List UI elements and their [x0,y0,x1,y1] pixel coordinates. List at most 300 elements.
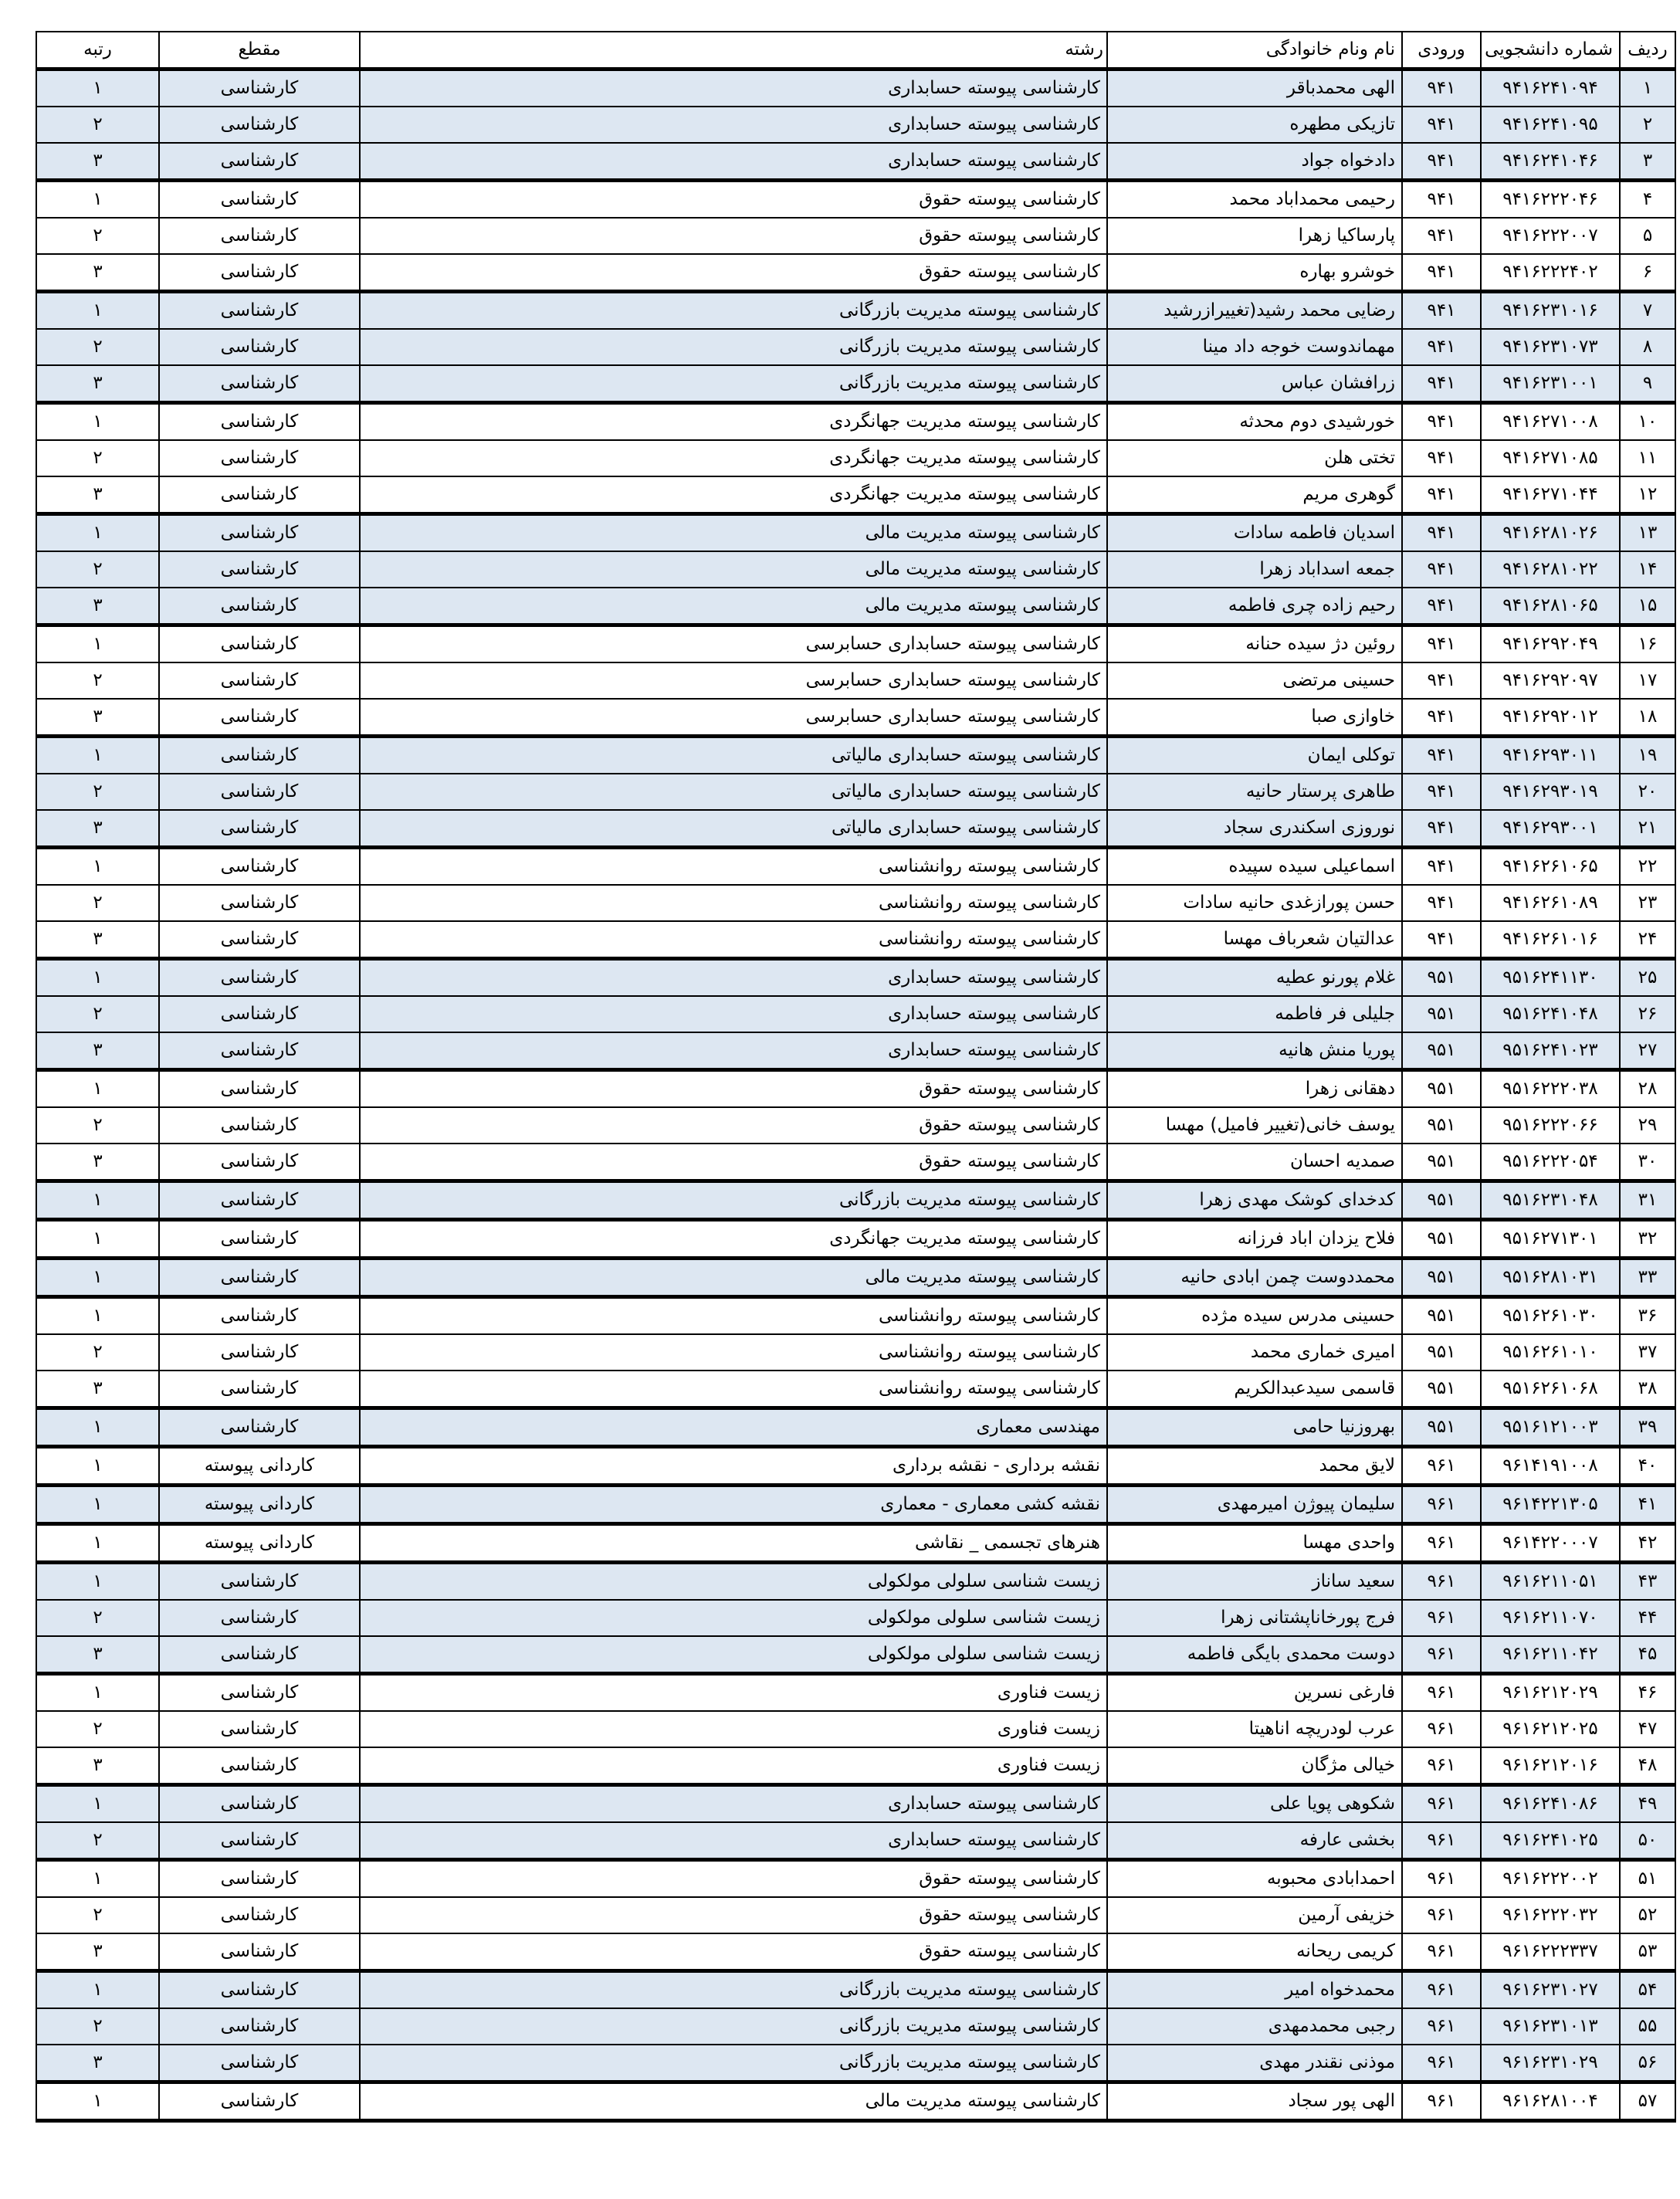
cell-radif: ۲۰ [1620,774,1675,810]
cell-field: زیست فناوری [360,1747,1107,1785]
cell-level: کارشناسی [159,365,360,403]
cell-student-no: ۹۴۱۶۲۲۲۰۰۷ [1481,218,1620,254]
cell-entry: ۹۴۱ [1402,440,1481,476]
cell-rank: ۳ [36,1371,159,1408]
cell-name: فرج پورخاناپشتانی زهرا [1107,1600,1402,1636]
cell-rank: ۲ [36,107,159,143]
table-row [36,181,1675,219]
cell-rank: ۲ [36,1897,159,1933]
cell-level: کارشناسی [159,1636,360,1674]
cell-entry: ۹۴۱ [1402,885,1481,921]
cell-field: کارشناسی پیوسته حسابداری مالیاتی [360,737,1107,774]
cell-level: کارشناسی [159,810,360,848]
table-row [36,292,1675,330]
cell-name: واحدی مهسا [1107,1524,1402,1563]
cell-entry: ۹۴۱ [1402,699,1481,737]
cell-level: کاردانی پیوسته [159,1447,360,1486]
cell-level: کارشناسی [159,959,360,997]
cell-student-no: ۹۴۱۶۲۸۱۰۶۵ [1481,588,1620,625]
table-row [36,1711,1675,1747]
cell-name: الهی محمدباقر [1107,69,1402,107]
cell-field: کارشناسی پیوسته مدیریت جهانگردی [360,476,1107,514]
cell-name: حسینی مرتضی [1107,662,1402,699]
cell-rank: ۱ [36,1070,159,1108]
cell-radif: ۴۹ [1620,1785,1675,1823]
cell-rank: ۱ [36,737,159,774]
table-row [36,2045,1675,2082]
cell-name: مهماندوست خوجه داد مینا [1107,329,1402,365]
cell-entry: ۹۶۱ [1402,1636,1481,1674]
cell-radif: ۱۳ [1620,514,1675,552]
table-body [36,69,1675,2121]
cell-level: کارشناسی [159,996,360,1032]
cell-radif: ۲۹ [1620,1107,1675,1144]
cell-field: کارشناسی پیوسته روانشناسی [360,921,1107,959]
cell-level: کارشناسی [159,1971,360,2009]
cell-level: کارشناسی [159,1600,360,1636]
cell-field: کارشناسی پیوسته حقوق [360,218,1107,254]
cell-rank: ۲ [36,1107,159,1144]
cell-field: کارشناسی پیوسته حقوق [360,254,1107,292]
header-rank: رتبه [36,32,159,69]
cell-field: کارشناسی پیوسته مدیریت بازرگانی [360,1181,1107,1220]
cell-rank: ۱ [36,848,159,886]
cell-student-no: ۹۴۱۶۲۳۱۰۱۶ [1481,292,1620,330]
cell-student-no: ۹۴۱۶۲۴۱۰۹۵ [1481,107,1620,143]
cell-name: جلیلی فر فاطمه [1107,996,1402,1032]
cell-level: کارشناسی [159,218,360,254]
cell-name: رجبی محمدمهدی [1107,2008,1402,2045]
cell-radif: ۲ [1620,107,1675,143]
cell-field: کارشناسی پیوسته مدیریت بازرگانی [360,2008,1107,2045]
cell-level: کارشناسی [159,625,360,663]
cell-name: دوست محمدی بایگی فاطمه [1107,1636,1402,1674]
cell-name: جمعه اسداباد زهرا [1107,551,1402,588]
cell-radif: ۲۲ [1620,848,1675,886]
cell-student-no: ۹۴۱۶۲۹۳۰۱۹ [1481,774,1620,810]
cell-radif: ۱۰ [1620,403,1675,441]
cell-name: الهی پور سجاد [1107,2082,1402,2121]
cell-student-no: ۹۴۱۶۲۲۲۴۰۲ [1481,254,1620,292]
cell-name: حسن پورازغدی حانیه سادات [1107,885,1402,921]
cell-radif: ۱۶ [1620,625,1675,663]
cell-name: پوریا منش هانیه [1107,1032,1402,1070]
cell-rank: ۲ [36,885,159,921]
cell-entry: ۹۴۱ [1402,403,1481,441]
table-row [36,2008,1675,2045]
cell-radif: ۲۵ [1620,959,1675,997]
cell-field: کارشناسی پیوسته مدیریت بازرگانی [360,1971,1107,2009]
cell-radif: ۹ [1620,365,1675,403]
cell-rank: ۳ [36,254,159,292]
cell-radif: ۶ [1620,254,1675,292]
cell-field: کارشناسی پیوسته حسابداری [360,107,1107,143]
cell-rank: ۲ [36,2008,159,2045]
cell-name: دادخواه جواد [1107,143,1402,181]
cell-field: کارشناسی پیوسته مدیریت بازرگانی [360,292,1107,330]
cell-level: کارشناسی [159,292,360,330]
cell-radif: ۴ [1620,181,1675,219]
table-row [36,329,1675,365]
cell-entry: ۹۵۱ [1402,1032,1481,1070]
cell-radif: ۵۵ [1620,2008,1675,2045]
table-row [36,699,1675,737]
cell-entry: ۹۶۱ [1402,1933,1481,1971]
cell-name: محمددوست چمن ابادی حانیه [1107,1259,1402,1297]
cell-entry: ۹۴۱ [1402,365,1481,403]
cell-level: کاردانی پیوسته [159,1486,360,1524]
cell-field: کارشناسی پیوسته حسابداری مالیاتی [360,810,1107,848]
cell-name: تازیکی مطهره [1107,107,1402,143]
cell-entry: ۹۴۱ [1402,625,1481,663]
cell-entry: ۹۴۱ [1402,810,1481,848]
table-row [36,476,1675,514]
table-row [36,1107,1675,1144]
table-row [36,625,1675,663]
cell-student-no: ۹۴۱۶۲۹۲۰۹۷ [1481,662,1620,699]
cell-entry: ۹۴۱ [1402,254,1481,292]
cell-level: کارشناسی [159,1897,360,1933]
cell-field: نقشه برداری - نقشه برداری [360,1447,1107,1486]
cell-rank: ۲ [36,218,159,254]
cell-field: کارشناسی پیوسته روانشناسی [360,1297,1107,1335]
table-row [36,1785,1675,1823]
table-row [36,1408,1675,1447]
cell-rank: ۱ [36,292,159,330]
cell-student-no: ۹۶۱۶۲۳۱۰۱۳ [1481,2008,1620,2045]
cell-field: کارشناسی پیوسته روانشناسی [360,1334,1107,1371]
cell-level: کارشناسی [159,254,360,292]
cell-student-no: ۹۶۱۶۲۲۲۰۳۲ [1481,1897,1620,1933]
cell-field: کارشناسی پیوسته مدیریت جهانگردی [360,440,1107,476]
cell-rank: ۲ [36,551,159,588]
cell-student-no: ۹۶۱۶۲۱۲۰۱۶ [1481,1747,1620,1785]
table-row [36,810,1675,848]
cell-student-no: ۹۴۱۶۲۹۳۰۱۱ [1481,737,1620,774]
table-row [36,107,1675,143]
table-row [36,1447,1675,1486]
cell-name: گوهری مریم [1107,476,1402,514]
cell-field: هنرهای تجسمی _ نقاشی [360,1524,1107,1563]
cell-name: نوروزی اسکندری سجاد [1107,810,1402,848]
cell-name: صمدیه احسان [1107,1144,1402,1181]
table-row [36,737,1675,774]
cell-rank: ۲ [36,1600,159,1636]
table-row [36,1297,1675,1335]
cell-student-no: ۹۴۱۶۲۹۲۰۴۹ [1481,625,1620,663]
table-row [36,69,1675,107]
cell-name: فارغی نسرین [1107,1674,1402,1712]
cell-level: کارشناسی [159,2045,360,2082]
cell-radif: ۲۱ [1620,810,1675,848]
cell-radif: ۴۷ [1620,1711,1675,1747]
cell-radif: ۴۱ [1620,1486,1675,1524]
cell-field: کارشناسی پیوسته مدیریت بازرگانی [360,329,1107,365]
header-field: رشته [360,32,1107,69]
cell-radif: ۱۸ [1620,699,1675,737]
table-row [36,1524,1675,1563]
cell-student-no: ۹۵۱۶۲۲۲۰۵۴ [1481,1144,1620,1181]
cell-rank: ۳ [36,1144,159,1181]
table-row [36,1600,1675,1636]
header-level: مقطع [159,32,360,69]
cell-student-no: ۹۶۱۶۲۳۱۰۲۷ [1481,1971,1620,2009]
cell-entry: ۹۴۱ [1402,737,1481,774]
cell-entry: ۹۴۱ [1402,218,1481,254]
cell-student-no: ۹۴۱۶۲۳۱۰۰۱ [1481,365,1620,403]
cell-level: کارشناسی [159,2008,360,2045]
table-row [36,921,1675,959]
cell-level: کارشناسی [159,1933,360,1971]
cell-name: سعید ساناز [1107,1563,1402,1601]
cell-rank: ۱ [36,1486,159,1524]
cell-rank: ۱ [36,1524,159,1563]
cell-radif: ۸ [1620,329,1675,365]
cell-entry: ۹۶۱ [1402,1822,1481,1860]
cell-name: بهروزنیا حامی [1107,1408,1402,1447]
cell-field: کارشناسی پیوسته مدیریت مالی [360,1259,1107,1297]
cell-radif: ۴۶ [1620,1674,1675,1712]
cell-name: خاوازی صبا [1107,699,1402,737]
cell-radif: ۱۵ [1620,588,1675,625]
table-row [36,1144,1675,1181]
cell-name: توکلی ایمان [1107,737,1402,774]
table-row [36,551,1675,588]
cell-student-no: ۹۵۱۶۲۷۱۳۰۱ [1481,1220,1620,1259]
cell-student-no: ۹۶۱۶۲۱۱۰۷۰ [1481,1600,1620,1636]
cell-radif: ۵۶ [1620,2045,1675,2082]
cell-rank: ۱ [36,1181,159,1220]
cell-entry: ۹۴۱ [1402,848,1481,886]
cell-level: کاردانی پیوسته [159,1524,360,1563]
cell-student-no: ۹۶۱۴۱۹۱۰۰۸ [1481,1447,1620,1486]
cell-radif: ۳۰ [1620,1144,1675,1181]
cell-entry: ۹۶۱ [1402,1563,1481,1601]
cell-entry: ۹۴۱ [1402,476,1481,514]
cell-entry: ۹۶۱ [1402,1747,1481,1785]
cell-name: خوشرو بهاره [1107,254,1402,292]
cell-student-no: ۹۶۱۴۲۲۰۰۰۷ [1481,1524,1620,1563]
cell-field: کارشناسی پیوسته حسابداری [360,143,1107,181]
cell-rank: ۲ [36,996,159,1032]
cell-field: زیست فناوری [360,1711,1107,1747]
cell-level: کارشناسی [159,1107,360,1144]
cell-radif: ۴۴ [1620,1600,1675,1636]
cell-entry: ۹۴۱ [1402,181,1481,219]
cell-rank: ۳ [36,1747,159,1785]
cell-field: کارشناسی پیوسته مدیریت بازرگانی [360,365,1107,403]
header-radif: ردیف [1620,32,1675,69]
cell-radif: ۳۳ [1620,1259,1675,1297]
cell-rank: ۱ [36,514,159,552]
cell-radif: ۴۰ [1620,1447,1675,1486]
cell-level: کارشناسی [159,1860,360,1898]
cell-rank: ۳ [36,1933,159,1971]
cell-radif: ۳۲ [1620,1220,1675,1259]
cell-rank: ۱ [36,1408,159,1447]
cell-rank: ۱ [36,403,159,441]
cell-rank: ۳ [36,588,159,625]
cell-rank: ۲ [36,1334,159,1371]
cell-entry: ۹۶۱ [1402,1897,1481,1933]
cell-level: کارشناسی [159,588,360,625]
cell-entry: ۹۵۱ [1402,1408,1481,1447]
cell-rank: ۱ [36,959,159,997]
cell-entry: ۹۵۱ [1402,1297,1481,1335]
cell-level: کارشناسی [159,440,360,476]
cell-radif: ۳۱ [1620,1181,1675,1220]
header-student-no: شماره دانشجویی [1481,32,1620,69]
cell-field: کارشناسی پیوسته حقوق [360,1933,1107,1971]
cell-radif: ۱۲ [1620,476,1675,514]
cell-name: شکوهی پویا علی [1107,1785,1402,1823]
cell-radif: ۳ [1620,143,1675,181]
cell-level: کارشناسی [159,1563,360,1601]
cell-student-no: ۹۵۱۶۲۸۱۰۳۱ [1481,1259,1620,1297]
cell-field: کارشناسی پیوسته حسابداری [360,996,1107,1032]
cell-field: نقشه کشی معماری - معماری [360,1486,1107,1524]
cell-rank: ۳ [36,365,159,403]
cell-rank: ۳ [36,1636,159,1674]
cell-student-no: ۹۴۱۶۲۷۱۰۰۸ [1481,403,1620,441]
cell-level: کارشناسی [159,1181,360,1220]
table-row [36,848,1675,886]
cell-radif: ۲۷ [1620,1032,1675,1070]
cell-student-no: ۹۵۱۶۲۲۲۰۶۶ [1481,1107,1620,1144]
cell-name: رضایی محمد رشید(تغییرازرشید [1107,292,1402,330]
cell-student-no: ۹۵۱۶۲۶۱۰۱۰ [1481,1334,1620,1371]
table-row [36,774,1675,810]
cell-name: خیالی مژگان [1107,1747,1402,1785]
cell-level: کارشناسی [159,1785,360,1823]
cell-student-no: ۹۴۱۶۲۶۱۰۸۹ [1481,885,1620,921]
cell-radif: ۴۵ [1620,1636,1675,1674]
cell-radif: ۵۰ [1620,1822,1675,1860]
cell-name: موذنی نقندر مهدی [1107,2045,1402,2082]
cell-entry: ۹۶۱ [1402,1674,1481,1712]
cell-level: کارشناسی [159,1070,360,1108]
table-row [36,143,1675,181]
cell-student-no: ۹۵۱۶۱۲۱۰۰۳ [1481,1408,1620,1447]
cell-level: کارشناسی [159,699,360,737]
cell-student-no: ۹۴۱۶۲۳۱۰۷۳ [1481,329,1620,365]
cell-level: کارشناسی [159,551,360,588]
cell-rank: ۱ [36,2082,159,2121]
cell-radif: ۲۸ [1620,1070,1675,1108]
cell-rank: ۲ [36,1711,159,1747]
cell-radif: ۴۲ [1620,1524,1675,1563]
cell-student-no: ۹۶۱۶۲۸۱۰۰۴ [1481,2082,1620,2121]
cell-entry: ۹۶۱ [1402,1785,1481,1823]
cell-entry: ۹۶۱ [1402,1711,1481,1747]
cell-level: کارشناسی [159,662,360,699]
cell-entry: ۹۴۱ [1402,514,1481,552]
cell-field: مهندسی معماری [360,1408,1107,1447]
table-row [36,1220,1675,1259]
cell-radif: ۲۴ [1620,921,1675,959]
cell-name: عرب لودریچه اناهیتا [1107,1711,1402,1747]
cell-entry: ۹۶۱ [1402,2008,1481,2045]
cell-level: کارشناسی [159,329,360,365]
table-row [36,1259,1675,1297]
cell-rank: ۱ [36,181,159,219]
cell-field: کارشناسی پیوسته حسابداری [360,1822,1107,1860]
cell-entry: ۹۴۱ [1402,143,1481,181]
cell-name: احمدابادی محبوبه [1107,1860,1402,1898]
cell-student-no: ۹۶۱۶۲۱۱۰۴۲ [1481,1636,1620,1674]
cell-student-no: ۹۴۱۶۲۷۱۰۸۵ [1481,440,1620,476]
cell-radif: ۵۷ [1620,2082,1675,2121]
cell-radif: ۱۹ [1620,737,1675,774]
cell-field: کارشناسی پیوسته حقوق [360,1897,1107,1933]
cell-name: دهقانی زهرا [1107,1070,1402,1108]
cell-level: کارشناسی [159,143,360,181]
table-row [36,959,1675,997]
cell-name: قاسمی سیدعبدالکریم [1107,1371,1402,1408]
cell-radif: ۴۸ [1620,1747,1675,1785]
cell-radif: ۱۷ [1620,662,1675,699]
cell-level: کارشناسی [159,774,360,810]
cell-field: کارشناسی پیوسته حسابداری حسابرسی [360,699,1107,737]
cell-field: کارشناسی پیوسته حقوق [360,1860,1107,1898]
cell-rank: ۱ [36,1674,159,1712]
table-row [36,1971,1675,2009]
cell-level: کارشناسی [159,1259,360,1297]
cell-field: کارشناسی پیوسته حقوق [360,181,1107,219]
table-row [36,514,1675,552]
table-row [36,588,1675,625]
cell-student-no: ۹۵۱۶۲۳۱۰۴۸ [1481,1181,1620,1220]
cell-entry: ۹۵۱ [1402,959,1481,997]
table-row [36,2082,1675,2121]
cell-level: کارشناسی [159,1371,360,1408]
cell-radif: ۵ [1620,218,1675,254]
table-row [36,1860,1675,1898]
header-entry: ورودی [1402,32,1481,69]
cell-name: کدخدای کوشک مهدی زهرا [1107,1181,1402,1220]
cell-entry: ۹۶۱ [1402,2082,1481,2121]
cell-student-no: ۹۶۱۶۲۲۲۰۰۲ [1481,1860,1620,1898]
cell-level: کارشناسی [159,1144,360,1181]
cell-field: زیست شناسی سلولی مولکولی [360,1636,1107,1674]
cell-rank: ۱ [36,1447,159,1486]
cell-level: کارشناسی [159,1711,360,1747]
cell-name: تختی هلن [1107,440,1402,476]
cell-entry: ۹۵۱ [1402,1220,1481,1259]
cell-field: زیست شناسی سلولی مولکولی [360,1563,1107,1601]
cell-name: خورشیدی دوم محدثه [1107,403,1402,441]
cell-name: یوسف خانی(تغییر فامیل) مهسا [1107,1107,1402,1144]
cell-entry: ۹۴۱ [1402,662,1481,699]
cell-name: کریمی ریحانه [1107,1933,1402,1971]
cell-student-no: ۹۶۱۶۲۱۲۰۲۵ [1481,1711,1620,1747]
students-rank-table [36,31,1676,2123]
cell-field: کارشناسی پیوسته حسابداری [360,1785,1107,1823]
table-row [36,1747,1675,1785]
table-row [36,1563,1675,1601]
cell-entry: ۹۶۱ [1402,1447,1481,1486]
cell-name: حسینی مدرس سیده مژده [1107,1297,1402,1335]
cell-student-no: ۹۴۱۶۲۹۲۰۱۲ [1481,699,1620,737]
cell-entry: ۹۴۱ [1402,921,1481,959]
cell-rank: ۳ [36,476,159,514]
cell-student-no: ۹۶۱۶۲۱۲۰۲۹ [1481,1674,1620,1712]
cell-field: کارشناسی پیوسته روانشناسی [360,848,1107,886]
cell-rank: ۳ [36,810,159,848]
cell-entry: ۹۶۱ [1402,1860,1481,1898]
cell-student-no: ۹۴۱۶۲۴۱۰۴۶ [1481,143,1620,181]
cell-student-no: ۹۶۱۶۲۳۱۰۲۹ [1481,2045,1620,2082]
